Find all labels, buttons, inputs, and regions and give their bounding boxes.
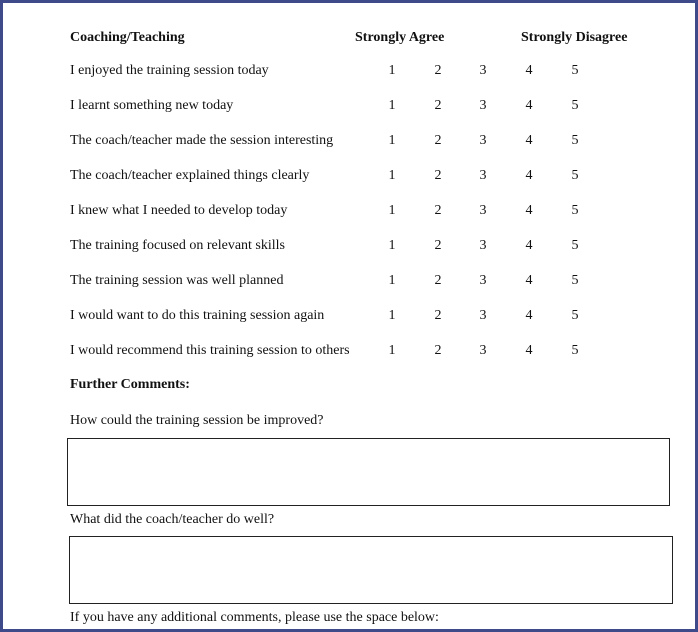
rating-option-4[interactable]: 4 bbox=[525, 98, 533, 113]
question-text: I learnt something new today bbox=[70, 98, 234, 113]
rating-row bbox=[6, 98, 692, 133]
rating-option-5[interactable]: 5 bbox=[571, 273, 579, 288]
rating-option-4[interactable]: 4 bbox=[525, 133, 533, 148]
rating-row bbox=[6, 168, 692, 203]
question-text: The coach/teacher made the session interesting bbox=[70, 133, 334, 148]
rating-option-3[interactable]: 3 bbox=[479, 343, 487, 358]
rating-option-2[interactable]: 2 bbox=[434, 273, 442, 288]
strongly-disagree-label: Strongly Disagree bbox=[521, 30, 628, 45]
rating-option-3[interactable]: 3 bbox=[479, 203, 487, 218]
rating-option-1[interactable]: 1 bbox=[388, 273, 396, 288]
rating-option-1[interactable]: 1 bbox=[388, 308, 396, 323]
rating-option-1[interactable]: 1 bbox=[388, 98, 396, 113]
rating-option-1[interactable]: 1 bbox=[388, 238, 396, 253]
rating-option-2[interactable]: 2 bbox=[434, 203, 442, 218]
rating-option-4[interactable]: 4 bbox=[525, 308, 533, 323]
question-text: The training session was well planned bbox=[70, 273, 284, 288]
did-well-comment-box[interactable] bbox=[69, 536, 673, 604]
strongly-agree-label: Strongly Agree bbox=[355, 30, 445, 45]
rating-option-5[interactable]: 5 bbox=[571, 238, 579, 253]
additional-comments-prompt: If you have any additional comments, please use the space below: bbox=[70, 610, 439, 625]
section-title: Coaching/Teaching bbox=[70, 30, 185, 45]
rating-table-header bbox=[6, 30, 692, 50]
rating-option-5[interactable]: 5 bbox=[571, 203, 579, 218]
rating-row bbox=[6, 343, 692, 378]
rating-option-3[interactable]: 3 bbox=[479, 238, 487, 253]
question-text: The training focused on relevant skills bbox=[70, 238, 285, 253]
rating-option-3[interactable]: 3 bbox=[479, 273, 487, 288]
rating-option-1[interactable]: 1 bbox=[388, 133, 396, 148]
improve-comment-box[interactable] bbox=[67, 438, 670, 506]
rating-option-4[interactable]: 4 bbox=[525, 63, 533, 78]
rating-option-1[interactable]: 1 bbox=[388, 203, 396, 218]
rating-option-4[interactable]: 4 bbox=[525, 273, 533, 288]
rating-option-2[interactable]: 2 bbox=[434, 238, 442, 253]
rating-option-2[interactable]: 2 bbox=[434, 133, 442, 148]
rating-option-3[interactable]: 3 bbox=[479, 98, 487, 113]
rating-row bbox=[6, 203, 692, 238]
rating-option-5[interactable]: 5 bbox=[571, 133, 579, 148]
rating-option-4[interactable]: 4 bbox=[525, 343, 533, 358]
rating-option-1[interactable]: 1 bbox=[388, 63, 396, 78]
rating-option-5[interactable]: 5 bbox=[571, 343, 579, 358]
rating-option-4[interactable]: 4 bbox=[525, 203, 533, 218]
rating-option-3[interactable]: 3 bbox=[479, 133, 487, 148]
rating-option-4[interactable]: 4 bbox=[525, 238, 533, 253]
rating-option-2[interactable]: 2 bbox=[434, 63, 442, 78]
question-text: I enjoyed the training session today bbox=[70, 63, 269, 78]
rating-option-3[interactable]: 3 bbox=[479, 63, 487, 78]
rating-option-1[interactable]: 1 bbox=[388, 168, 396, 183]
rating-option-2[interactable]: 2 bbox=[434, 98, 442, 113]
rating-row bbox=[6, 133, 692, 168]
rating-row bbox=[6, 238, 692, 273]
rating-row bbox=[6, 308, 692, 343]
question-text: I knew what I needed to develop today bbox=[70, 203, 288, 218]
feedback-form-page bbox=[6, 6, 692, 626]
further-comments-heading: Further Comments: bbox=[70, 377, 190, 392]
question-text: The coach/teacher explained things clearly bbox=[70, 168, 310, 183]
rating-option-2[interactable]: 2 bbox=[434, 308, 442, 323]
rating-rows bbox=[6, 63, 692, 378]
rating-option-5[interactable]: 5 bbox=[571, 308, 579, 323]
rating-option-1[interactable]: 1 bbox=[388, 343, 396, 358]
question-text: I would recommend this training session to others bbox=[70, 343, 350, 358]
rating-option-4[interactable]: 4 bbox=[525, 168, 533, 183]
rating-option-2[interactable]: 2 bbox=[434, 343, 442, 358]
rating-option-5[interactable]: 5 bbox=[571, 63, 579, 78]
rating-option-3[interactable]: 3 bbox=[479, 308, 487, 323]
rating-row bbox=[6, 63, 692, 98]
improve-prompt: How could the training session be improved? bbox=[70, 413, 324, 428]
did-well-prompt: What did the coach/teacher do well? bbox=[70, 512, 275, 527]
rating-row bbox=[6, 273, 692, 308]
rating-option-5[interactable]: 5 bbox=[571, 98, 579, 113]
rating-option-2[interactable]: 2 bbox=[434, 168, 442, 183]
rating-option-3[interactable]: 3 bbox=[479, 168, 487, 183]
rating-option-5[interactable]: 5 bbox=[571, 168, 579, 183]
question-text: I would want to do this training session again bbox=[70, 308, 325, 323]
